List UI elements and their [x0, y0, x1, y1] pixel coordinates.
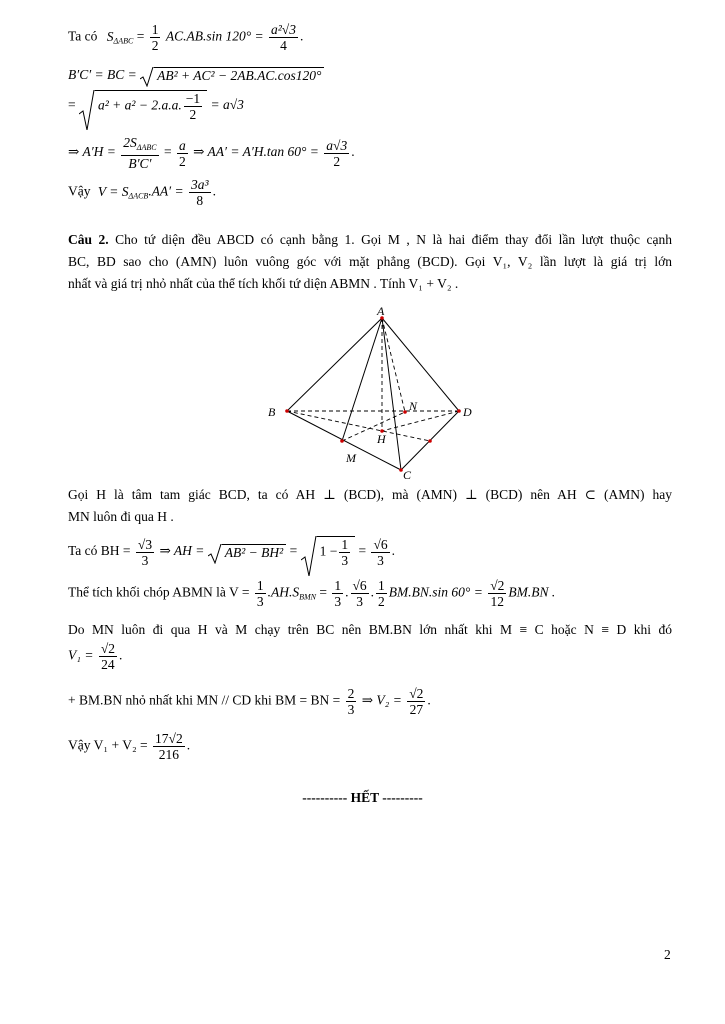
fraction	[371, 537, 389, 568]
eq-line-5: Vậy $V = S_{\Delta ACB}.AA'$ = $\frac{\text{3a³}}{8}$ .	[68, 177, 216, 208]
fraction	[332, 578, 343, 609]
radicand: AB² + AC² − 2AB.AC.cos120°	[154, 67, 324, 84]
num: 1	[151, 22, 159, 37]
radical-icon	[79, 90, 95, 130]
sqrt	[208, 544, 286, 561]
point-B	[285, 409, 289, 413]
point-mid-DC	[428, 439, 432, 443]
num: 2S	[123, 135, 137, 150]
num: √2	[409, 686, 424, 701]
num: 3a³	[191, 177, 209, 192]
label-D: D	[463, 405, 472, 419]
question-text: Cho tứ diện đều ABCD có cạnh bằng 1. Gọi M , N là hai điểm thay đổi lần lượt thuộc cạnh	[115, 232, 672, 247]
math: =	[136, 28, 145, 44]
fraction	[346, 686, 357, 717]
eq-line-3	[68, 90, 244, 122]
eq-V2: + BM.BN nhỏ nhất khi MN // CD khi BM = BN = $\frac{2}{3}$ ⇒ V₂ = $\frac{√2}{27}$ .	[68, 686, 431, 717]
sub: ΔABC	[113, 36, 134, 46]
num: 17√2	[155, 731, 183, 746]
math: BM.BN .	[508, 584, 556, 600]
den: 2	[151, 38, 159, 53]
math: a² + a² − 2.a.a.	[98, 97, 182, 113]
sqrt	[301, 536, 356, 568]
point-N	[403, 410, 407, 414]
label-N: N	[409, 399, 418, 413]
den: 4	[280, 38, 287, 53]
sqrt	[79, 90, 207, 122]
label-M: M	[346, 451, 356, 465]
math: .AA′ =	[148, 183, 184, 199]
eq-line-2	[68, 67, 324, 84]
math: =	[68, 97, 76, 113]
eq-line-1: Ta có $S_{\Delta ABC}$ = $\frac{1}{2}$ AC.AB.sin 120° = $\frac{\text{a²√3}}{4}$ .	[68, 22, 304, 53]
den: 2	[333, 153, 341, 169]
question-text: nhất và giá trị nhỏ nhất của thể tích khối tứ diện ABMN . Tính V₁ + V₂ .	[68, 276, 459, 291]
num: 1	[256, 578, 264, 593]
eq-final: Vậy V₁ + V₂ = $\frac{17√2}{216}$ .	[68, 731, 191, 762]
point-M	[340, 439, 344, 443]
math: =	[358, 543, 367, 559]
solution-paragraph-1	[68, 484, 672, 528]
math: S	[106, 28, 114, 44]
question-2	[68, 229, 672, 295]
fraction	[184, 91, 202, 122]
label-C: C	[403, 468, 412, 480]
eq-BH-AH: Ta có BH = $\frac{√3}{3}$ ⇒ AH = AB² − BH² = 1 − $\frac{1}{3}$ = $\frac{√6}{3}$ .	[68, 536, 395, 568]
num: 1	[334, 578, 342, 593]
fraction	[136, 537, 154, 568]
fraction	[255, 578, 266, 609]
fraction	[339, 537, 350, 568]
num: a	[178, 137, 186, 153]
question-label: Câu 2.	[68, 232, 109, 247]
fraction	[150, 22, 161, 53]
edge-AB	[287, 318, 382, 411]
line-BH	[287, 411, 430, 441]
den: 3	[256, 594, 264, 609]
den: 3	[141, 552, 149, 568]
edge-AC	[382, 318, 401, 470]
den: 216	[158, 747, 179, 762]
fraction	[121, 135, 158, 171]
den: 27	[409, 702, 424, 717]
tetrahedron-figure	[260, 300, 480, 480]
math: ⇒ AA′ = A′H.tan 60° =	[193, 144, 319, 160]
math: ⇒ A′H =	[68, 144, 116, 160]
label-A: A	[377, 304, 385, 318]
math: BM.BN.sin 60° =	[388, 584, 483, 600]
point-D	[457, 409, 461, 413]
sub: ΔACB	[128, 191, 149, 201]
label-B: B	[268, 405, 276, 419]
question-text: BC, BD sao cho (AMN) luôn vuông góc với mặt phẳng (BCD). Gọi V₁, V₂ lần lượt là giá trị lớn	[68, 254, 672, 269]
math: ⇒ AH =	[159, 543, 205, 559]
math: = a√3	[210, 97, 244, 113]
radicand: AB² − BH²	[222, 544, 286, 561]
num: 2	[347, 686, 355, 701]
text: Ta có	[68, 28, 98, 44]
radicand	[317, 536, 356, 568]
text: Ta có BH =	[68, 543, 131, 559]
eq-line-4: ⇒ A′H = $\frac{2S_{\Delta ABC}}{B'C'}$ = $\frac{a}{2}$ ⇒ AA′ = A′H.tan 60° = $\frac{a√3}{2}$ .	[68, 135, 355, 171]
label-H: H	[377, 432, 386, 446]
den: 3	[377, 552, 384, 568]
page-number: 2	[664, 947, 671, 962]
den: 2	[378, 594, 385, 609]
num: a√3	[326, 137, 348, 153]
den: 2	[189, 107, 197, 122]
fraction	[99, 641, 117, 672]
num: √6	[352, 578, 367, 593]
fraction	[324, 138, 349, 169]
end-marker: ---------- HẾT ---------	[302, 790, 423, 805]
math: B′C′ = BC =	[68, 67, 137, 82]
math: .AH.S	[267, 584, 300, 600]
radical-icon	[140, 67, 154, 87]
solution-paragraph-4	[68, 619, 672, 641]
sub: BMN	[299, 592, 316, 602]
solution-text: Gọi H là tâm tam giác BCD, ta có AH ⊥ (BCD), mà (AMN) ⊥ (BCD) nên AH ⊂ (AMN) hay	[68, 487, 672, 502]
solution-text: MN luôn đi qua H .	[68, 509, 174, 524]
sub: ΔABC	[136, 143, 157, 152]
den: 8	[196, 193, 204, 208]
eq-volume: Thể tích khối chóp ABMN là V = $\frac{1}{3}$ $.AH.S_{BMN}$ = $\frac{1}{3}$ . $\frac{√6}{3}$ . $\frac{1}{2}$ BM.BN.sin 60° = $\frac{√2}{12}$ BM.BN .	[68, 578, 556, 609]
sqrt	[140, 67, 324, 84]
text: Vậy V₁ + V₂ =	[68, 737, 148, 753]
fraction	[407, 686, 425, 717]
math: =	[319, 584, 327, 600]
math: =	[289, 543, 298, 559]
den: 3	[341, 553, 349, 568]
math: AC.AB.sin 120° =	[165, 28, 264, 44]
num: a²√3	[271, 22, 296, 37]
edge-AD	[382, 318, 459, 411]
den: B′C′	[128, 156, 152, 171]
text: + BM.BN nhỏ nhất khi MN // CD khi BM = BN =	[68, 692, 341, 708]
fraction	[376, 578, 387, 609]
fraction	[488, 578, 506, 609]
den: 3	[347, 702, 355, 717]
text: Thể tích khối chóp ABMN là V =	[68, 584, 250, 600]
den: 12	[490, 594, 505, 609]
text: Vậy	[68, 183, 91, 199]
num: √2	[490, 578, 505, 593]
radical-icon	[301, 536, 317, 576]
radicand	[95, 90, 207, 122]
fraction	[351, 578, 369, 609]
fraction	[189, 177, 211, 208]
radical-icon	[208, 544, 222, 564]
den: 3	[356, 594, 363, 609]
math: V₁ =	[68, 647, 94, 663]
den: 3	[334, 594, 342, 609]
den: 2	[178, 153, 186, 169]
math: 1 −	[319, 543, 338, 559]
num: √6	[373, 536, 388, 552]
fraction	[177, 138, 188, 169]
fraction	[153, 731, 185, 762]
solution-text: Do MN luôn đi qua H và M chạy trên BC nên BM.BN lớn nhất khi M ≡ C hoặc N ≡ D khi đó	[68, 622, 672, 637]
math: =	[163, 144, 172, 160]
math: ⇒ V₂ =	[361, 692, 402, 708]
num: √2	[100, 641, 115, 656]
den: 24	[101, 657, 115, 672]
edge-AM	[342, 318, 382, 441]
eq-V1: V₁ = $\frac{√2}{24}$ .	[68, 641, 123, 672]
num: 1	[378, 578, 385, 593]
fraction	[269, 22, 298, 53]
num: √3	[137, 536, 153, 552]
num: −1	[185, 91, 201, 106]
num: 1	[341, 537, 349, 552]
math: V = S	[97, 183, 129, 199]
